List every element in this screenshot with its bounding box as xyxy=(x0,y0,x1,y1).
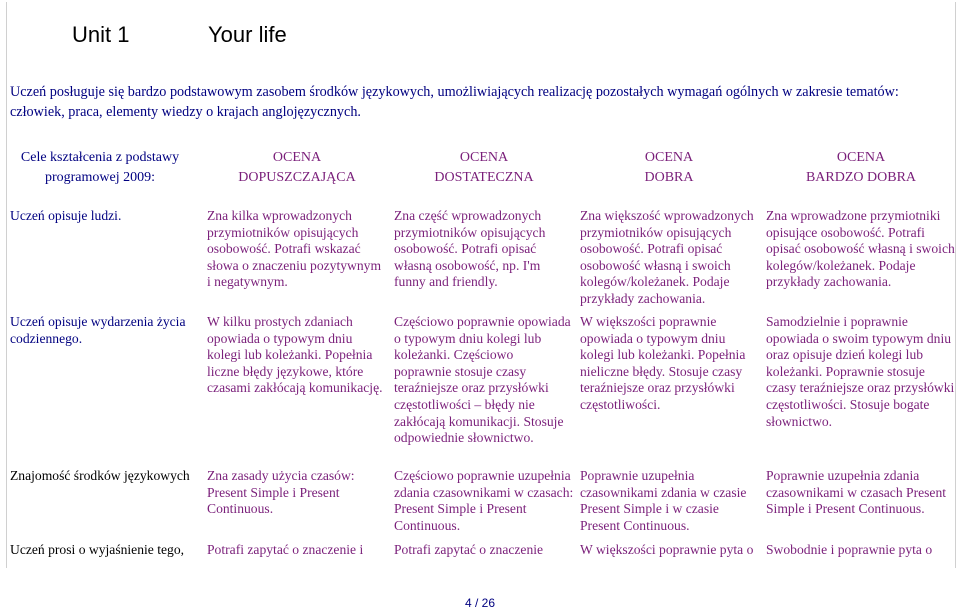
header-goals: Cele kształcenia z podstawy programowej 2009: xyxy=(20,150,180,185)
table-cell: Zna kilka wprowadzonych przymiotników opisujących osobowość. Potrafi wskazać słowa o znaczeniu pozytywnym i negatywnym. xyxy=(207,208,382,290)
table-cell: Częściowo poprawnie uzupełnia zdania czasownikami w czasach: Present Simple i Present Continuous. xyxy=(394,468,574,533)
table-cell: Zna zasady użycia czasów: Present Simple i Present Continuous. xyxy=(207,468,355,517)
table-cell: W kilku prostych zdaniach opowiada o typowym dniu kolegi lub koleżanki. Popełnia liczne błędy językowe, które czasami zakłócają komunikację. xyxy=(207,314,383,396)
table-cell: Swobodnie i poprawnie pyta o xyxy=(766,542,933,557)
grade-name: DOBRA xyxy=(644,170,694,185)
table-cell: Częściowo poprawnie opowiada o typowym dniu kolegi lub koleżanki. Częściowo poprawnie stosuje czasy teraźniejsze oraz przysłówki częstotliwości – błędy nie zakłócają komunikacji. Stosuje odpowiednie słownictwo. xyxy=(394,314,571,446)
grade-label: OCENA xyxy=(644,150,694,165)
row-goal: Uczeń opisuje ludzi. xyxy=(10,208,122,223)
grade-label: OCENA xyxy=(459,150,509,165)
page-number: 4 / 26 xyxy=(464,596,496,610)
header-grade-dopuszczajaca xyxy=(207,148,387,188)
unit-label: Unit 1 xyxy=(72,22,130,47)
table-cell: Zna wprowadzone przymiotniki opisujące osobowość. Potrafi opisać osobowość własną i swoich kolegów/koleżanek. Podaje przykłady zachowania. xyxy=(766,208,955,290)
intro-paragraph: Uczeń posługuje się bardzo podstawowym zasobem środków językowych, umożliwiających realizację pozostałych wymagań ogólnych w zakresie tematów: człowiek, praca, elementy wiedzy o krajach anglojęzycznych. xyxy=(10,84,899,120)
table-cell: Zna część wprowadzonych przymiotników opisujących osobowość. Potrafi opisać własną osobowość, np. I'm funny and friendly. xyxy=(394,208,546,290)
table-cell: Potrafi zapytać o znaczenie i xyxy=(207,542,364,557)
header-grade-dobra xyxy=(580,148,758,188)
grade-label: OCENA xyxy=(272,150,322,165)
header-grade-dostateczna xyxy=(394,148,574,188)
grade-name: BARDZO DOBRA xyxy=(805,170,917,185)
unit-title: Your life xyxy=(208,22,287,47)
grade-name: DOSTATECZNA xyxy=(434,170,534,185)
table-cell: Poprawnie uzupełnia czasownikami zdania w czasie Present Simple i w czasie Present Continuous. xyxy=(580,468,747,533)
header-grade-bardzo-dobra xyxy=(766,148,956,188)
table-cell: Poprawnie uzupełnia zdania czasownikami w czasach Present Simple i Present Continuous. xyxy=(766,468,947,517)
row-goal: Uczeń opisuje wydarzenia życia codziennego. xyxy=(10,314,186,346)
table-cell: W większości poprawnie pyta o xyxy=(580,542,754,557)
table-cell: W większości poprawnie opowiada o typowym dniu kolegi lub koleżanki. Popełnia nieliczne błędy. Stosuje czasy teraźniejsze oraz przysłówki częstotliwości. xyxy=(580,314,746,412)
grade-name: DOPUSZCZAJĄCA xyxy=(238,170,356,185)
grade-label: OCENA xyxy=(836,150,886,165)
table-cell: Samodzielnie i poprawnie opowiada o swoim typowym dniu oraz opisuje dzień kolegi lub koleżanki. Poprawnie stosuje czasy teraźniejsze oraz przysłówki częstotliwości. Stosuje bogate słownictwo. xyxy=(766,314,955,429)
table-cell: Zna większość wprowadzonych przymiotników opisujących osobowość. Potrafi opisać osobowość własną i swoich kolegów/koleżanek. Podaje przykłady zachowania. xyxy=(580,208,754,306)
table-cell: Potrafi zapytać o znaczenie xyxy=(394,542,544,557)
row-goal: Uczeń prosi o wyjaśnienie tego, xyxy=(10,542,185,557)
row-goal: Znajomość środków językowych xyxy=(10,468,190,483)
